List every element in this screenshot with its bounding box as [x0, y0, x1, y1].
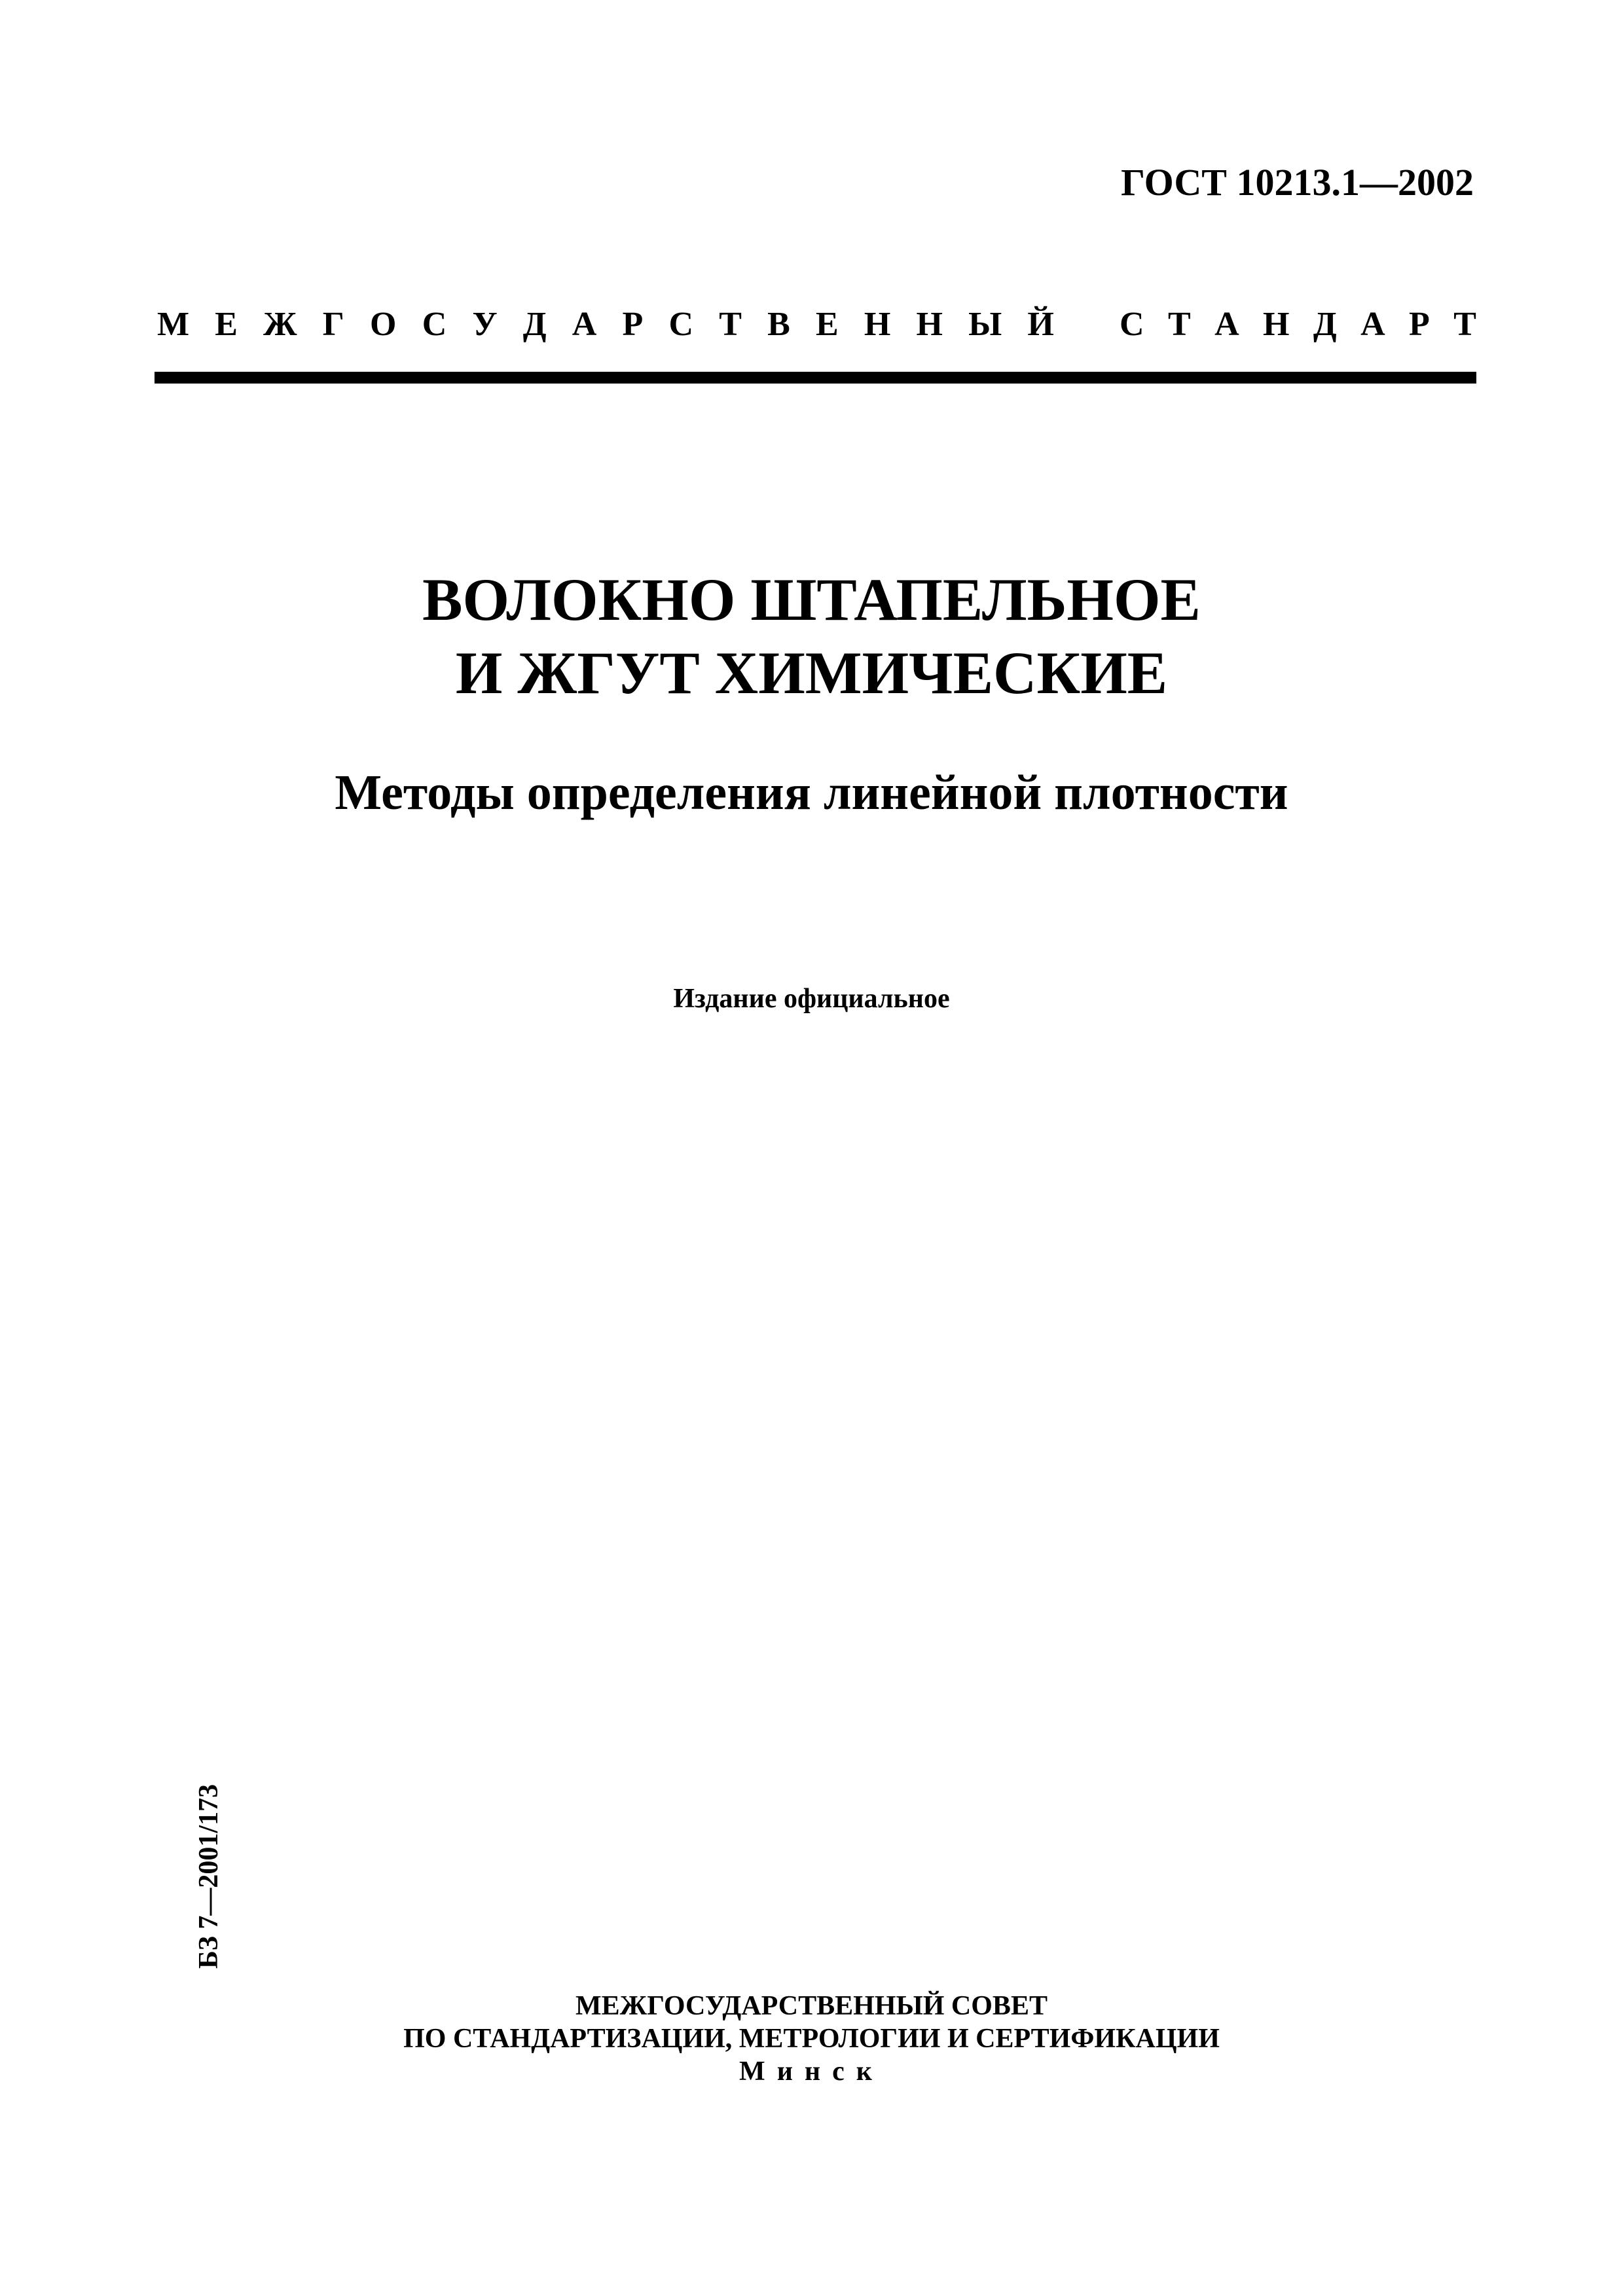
heading-letter: О — [370, 306, 397, 343]
heading-letter: Т — [1167, 306, 1191, 343]
heading-letter: Е — [815, 306, 839, 343]
document-subtitle: Методы определения линейной плотности — [335, 765, 1288, 820]
heading-letter: Т — [719, 306, 742, 343]
header-rule — [155, 372, 1476, 384]
publisher-block — [0, 1990, 1623, 2088]
heading-letter: А — [572, 306, 597, 343]
heading-letter: Н — [864, 306, 891, 343]
standard-type-heading — [157, 308, 1476, 342]
heading-letter: Г — [322, 306, 344, 343]
heading-letter: Ы — [968, 306, 1002, 343]
heading-letter: Н — [1263, 306, 1290, 343]
title-line-1: ВОЛОКНО ШТАПЕЛЬНОЕ — [422, 566, 1201, 633]
heading-letter: Т — [1453, 306, 1476, 343]
heading-letter: Й — [1027, 306, 1054, 343]
heading-letter: С — [1120, 306, 1144, 343]
publisher-line-2: ПО СТАНДАРТИЗАЦИИ, МЕТРОЛОГИИ И СЕРТИФИКАЦИИ — [403, 2024, 1220, 2054]
heading-letter: С — [668, 306, 694, 343]
heading-letter: Р — [1409, 306, 1430, 343]
heading-letter: А — [1360, 306, 1385, 343]
heading-letter: С — [422, 306, 447, 343]
side-code: БЗ 7—2001/173 — [194, 1784, 224, 1969]
heading-letter: Н — [916, 306, 943, 343]
document-title — [0, 563, 1623, 709]
standard-type-word-2 — [1120, 308, 1476, 342]
standard-type-word-1 — [157, 308, 1054, 342]
heading-letter: Ж — [263, 306, 297, 343]
publisher-city: Минск — [739, 2056, 884, 2087]
heading-letter: М — [157, 306, 190, 343]
title-line-2: И ЖГУТ ХИМИЧЕСКИЕ — [455, 639, 1168, 706]
heading-letter: А — [1214, 306, 1239, 343]
heading-letter: Д — [1313, 306, 1337, 343]
heading-letter: Д — [522, 306, 547, 343]
heading-letter: У — [472, 306, 498, 343]
edition-label: Издание официальное — [673, 984, 950, 1014]
heading-letter: В — [767, 306, 790, 343]
heading-letter: Е — [215, 306, 238, 343]
publisher-line-1: МЕЖГОСУДАРСТВЕННЫЙ СОВЕТ — [575, 1991, 1048, 2021]
document-number: ГОСТ 10213.1—2002 — [1121, 161, 1474, 204]
heading-letter: Р — [622, 306, 644, 343]
